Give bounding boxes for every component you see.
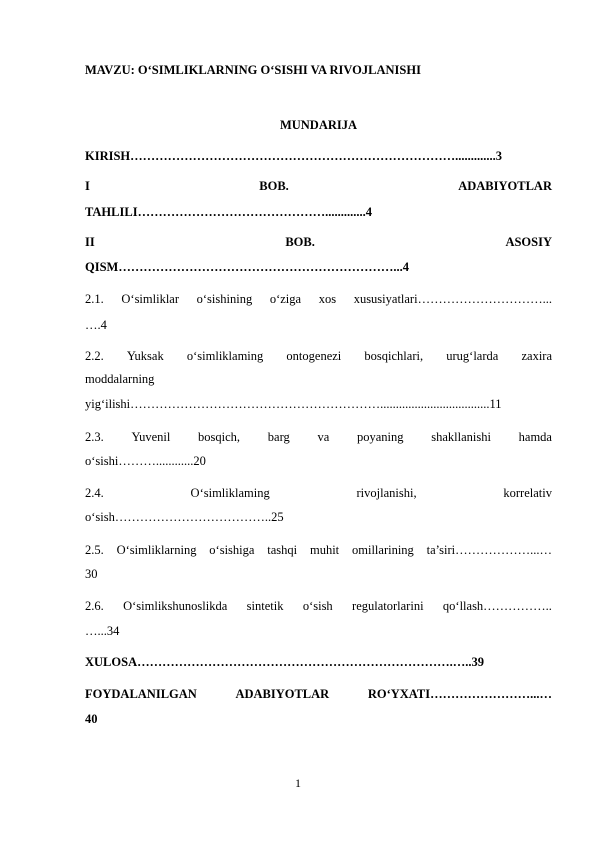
- toc-word: ontogenezi: [286, 349, 342, 363]
- document-topic: MAVZU: O‘SIMLIKLARNING O‘SISHI VA RIVOJLANISHI: [85, 63, 421, 77]
- toc-word: II: [85, 235, 95, 249]
- toc-word: I: [85, 179, 90, 193]
- toc-word: Yuvenil: [131, 430, 171, 444]
- toc-word: bosqich,: [198, 430, 241, 444]
- toc-entry-2-4-line1: [85, 486, 552, 501]
- toc-word: o‘simliklaming: [186, 349, 264, 363]
- toc-word: muhit: [309, 543, 340, 557]
- toc-entry-bob1-line2: TAHLILI……………………………………….............4: [85, 205, 372, 219]
- toc-word: va: [317, 430, 330, 444]
- toc-entry-2-2-line3: yig‘ilishi……………………………………………………...................................11: [85, 397, 502, 411]
- toc-heading: MUNDARIJA: [279, 118, 358, 132]
- toc-word: barg: [267, 430, 290, 444]
- toc-entry-2-2-line2: moddalarning: [85, 372, 155, 386]
- toc-entry-2-3-line1: [85, 430, 552, 445]
- toc-word: O‘simlikshunoslikda: [123, 599, 228, 613]
- toc-word: o‘sishining: [196, 292, 253, 306]
- toc-entry-2-4-line2: o‘sish………………………………..25: [85, 510, 284, 524]
- toc-entry-kirish: KIRISH…………………………………………………………………….............3: [85, 149, 503, 163]
- toc-entry-2-2-line1: [85, 349, 552, 364]
- page-number: 1: [295, 776, 301, 790]
- toc-word: ADABIYOTLAR: [235, 687, 330, 701]
- toc-word: O‘simliklaming: [190, 486, 270, 500]
- toc-word: shakllanishi: [431, 430, 491, 444]
- toc-entry-bob1-line1: [85, 179, 552, 194]
- toc-word: ASOSIY: [505, 235, 552, 249]
- toc-word: 2.1.: [85, 292, 104, 306]
- toc-entry-2-5-line1: [85, 543, 552, 558]
- toc-entry-bob2-line1: [85, 235, 552, 250]
- toc-entry-xulosa: XULOSA………………………………………………………………….…..39: [85, 655, 484, 669]
- toc-word: O‘simliklar: [121, 292, 180, 306]
- toc-word: ADABIYOTLAR: [458, 179, 552, 193]
- toc-word: O‘simliklarning: [116, 543, 197, 557]
- toc-word: 2.6.: [85, 599, 104, 613]
- toc-word: Yuksak: [126, 349, 164, 363]
- toc-word: FOYDALANILGAN: [85, 687, 197, 701]
- toc-word: o‘sish: [302, 599, 333, 613]
- toc-entry-2-3-line2: o‘sishi………............20: [85, 454, 206, 468]
- toc-word: ta’siri………………...…: [426, 543, 552, 557]
- toc-word: hamda: [518, 430, 552, 444]
- toc-word: o‘ziga: [269, 292, 302, 306]
- toc-entry-2-5-line2: 30: [85, 567, 98, 581]
- toc-word: BOB.: [285, 235, 315, 249]
- toc-word: qo‘llash……………..: [442, 599, 552, 613]
- toc-word: xos: [318, 292, 337, 306]
- toc-word: rivojlanishi,: [356, 486, 417, 500]
- toc-word: RO‘YXATI……………………...…: [367, 687, 552, 701]
- toc-entry-foydalanilgan-line2: 40: [85, 712, 98, 726]
- toc-word: BOB.: [259, 179, 289, 193]
- toc-word: regulatorlarini: [352, 599, 424, 613]
- toc-word: 2.4.: [85, 486, 104, 500]
- toc-word: 2.3.: [85, 430, 104, 444]
- toc-word: korrelativ: [503, 486, 552, 500]
- toc-word: poyaning: [356, 430, 404, 444]
- toc-entry-2-1-line2: ….4: [85, 318, 107, 332]
- toc-word: xususiyatlari…………………………...: [353, 292, 552, 306]
- toc-word: 2.5.: [85, 543, 104, 557]
- toc-word: tashqi: [267, 543, 298, 557]
- toc-word: sintetik: [246, 599, 284, 613]
- toc-entry-bob2-line2: QISM…………………………………………………………...4: [85, 260, 409, 274]
- toc-word: 2.2.: [85, 349, 104, 363]
- toc-word: urug‘larda: [446, 349, 499, 363]
- toc-entry-foydalanilgan-line1: [85, 687, 552, 702]
- toc-entry-2-6-line1: [85, 599, 552, 614]
- toc-word: zaxira: [521, 349, 552, 363]
- toc-word: bosqichlari,: [364, 349, 424, 363]
- toc-entry-2-1-line1: [85, 292, 552, 307]
- toc-word: omillarining: [352, 543, 414, 557]
- toc-entry-2-6-line2: …...34: [85, 624, 120, 638]
- toc-word: o‘sishiga: [209, 543, 255, 557]
